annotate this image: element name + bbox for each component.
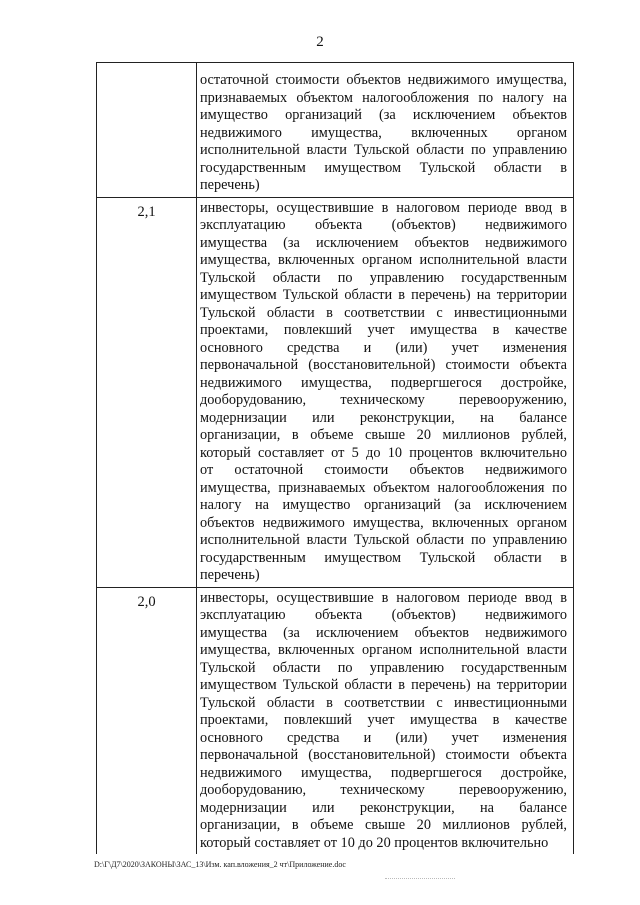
text-line: который составляет от 10 до 20 процентов включительно — [200, 834, 549, 851]
text-line: Тульской области по управлению государственным — [200, 269, 567, 286]
text-line: Тульской области по управлению государственным — [200, 659, 567, 676]
text-line: проектами, повлекший учет имущества в качестве — [200, 322, 567, 338]
text-line: который составляет от 5 до 10 процентов включительно — [200, 444, 567, 461]
text-line: проектами, повлекший учет имущества в качестве — [200, 712, 567, 728]
description-text — [200, 200, 567, 585]
description-cell — [197, 63, 574, 198]
text-line: налогу на имущество организаций (за исключением — [200, 497, 567, 513]
text-line: остаточной стоимости объектов недвижимого имущества, — [200, 72, 567, 88]
text-line: исполнительной власти Тульской области по управлению — [200, 532, 567, 548]
description-text — [200, 590, 567, 853]
benefit-table — [96, 62, 574, 854]
text-line: перечень) — [200, 567, 260, 583]
coefficient-cell — [97, 63, 197, 198]
text-line: эксплуатацию объекта (объектов) недвижимого — [200, 607, 567, 623]
text-line: Тульской области в соответствии с инвестиционными — [200, 694, 567, 711]
text-line: дооборудованию, техническому перевооружению, — [200, 392, 567, 408]
text-line: недвижимого имущества, подвергшегося достройке, — [200, 764, 567, 781]
text-line: организации, в объеме свыше 20 миллионов рублей, — [200, 427, 567, 443]
text-line: государственным имуществом Тульской области в — [200, 549, 567, 566]
scan-artifact-line — [385, 878, 455, 880]
text-line: имуществом Тульской области в перечень) на территории — [200, 287, 567, 303]
text-line: имущество организаций (за исключением объектов — [200, 107, 567, 123]
description-text — [200, 72, 567, 195]
text-line: основного средства и (или) учет изменения — [200, 729, 567, 746]
text-line: перечень) — [200, 177, 260, 193]
text-line: имущества, включенных органом исполнительной власти — [200, 642, 567, 658]
text-line: объектов недвижимого имущества, включенных органом — [200, 514, 567, 531]
table-row — [97, 587, 574, 854]
text-line: имуществом Тульской области в перечень) на территории — [200, 677, 567, 693]
text-line: организации, в объеме свыше 20 миллионов рублей, — [200, 817, 567, 833]
text-line: эксплуатацию объекта (объектов) недвижимого — [200, 217, 567, 233]
text-line: модернизации или реконструкции, на балансе — [200, 799, 567, 816]
text-line: недвижимого имущества, подвергшегося достройке, — [200, 374, 567, 391]
text-line: имущества, включенных органом исполнительной власти — [200, 252, 567, 268]
text-line: недвижимого имущества, включенных органом — [200, 124, 567, 141]
text-line: модернизации или реконструкции, на балансе — [200, 409, 567, 426]
text-line: инвесторы, осуществившие в налоговом периоде ввод в — [200, 199, 567, 216]
coefficient-cell: 2,0 — [97, 587, 197, 854]
text-line: исполнительной власти Тульской области по управлению — [200, 142, 567, 158]
text-line: инвесторы, осуществившие в налоговом периоде ввод в — [200, 589, 567, 606]
text-line: имущества (за исключением объектов недвижимого — [200, 234, 567, 251]
text-line: первоначальной (восстановительной) стоимости объекта — [200, 357, 567, 373]
file-path-footer: D:\Г\Д7\2020\ЗАКОНЫ\ЗАС_13\Изм. кап.вложения_2 чт\Приложение.doc — [94, 860, 346, 869]
description-cell — [197, 587, 574, 854]
text-line: имущества, признаваемых объектом налогообложения по — [200, 479, 567, 496]
table-row — [97, 63, 574, 198]
description-cell — [197, 197, 574, 587]
text-line: признаваемых объектом налогообложения по налогу на — [200, 89, 567, 106]
text-line: основного средства и (или) учет изменения — [200, 339, 567, 356]
page-number: 2 — [316, 34, 324, 50]
table-row — [97, 197, 574, 587]
table-body — [97, 63, 574, 855]
text-line: государственным имуществом Тульской области в — [200, 159, 567, 176]
text-line: от остаточной стоимости объектов недвижимого — [200, 462, 567, 478]
text-line: имущества (за исключением объектов недвижимого — [200, 624, 567, 641]
coefficient-cell: 2,1 — [97, 197, 197, 587]
text-line: дооборудованию, техническому перевооружению, — [200, 782, 567, 798]
text-line: Тульской области в соответствии с инвестиционными — [200, 304, 567, 321]
text-line: первоначальной (восстановительной) стоимости объекта — [200, 747, 567, 763]
